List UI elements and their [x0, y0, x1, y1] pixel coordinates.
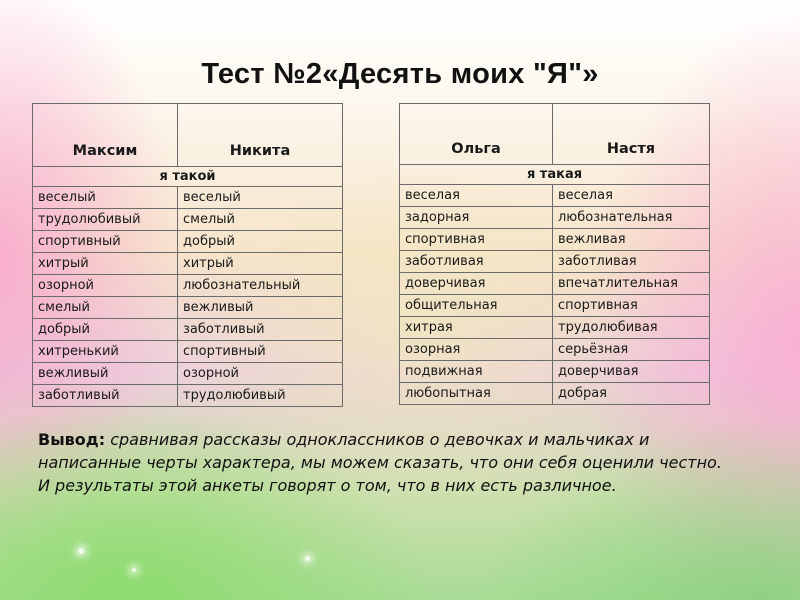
table-cell: любопытная	[400, 383, 553, 405]
table-cell: заботливая	[400, 251, 553, 273]
column-header: Никита	[178, 104, 343, 167]
table-row	[400, 361, 710, 383]
table-row	[400, 383, 710, 405]
column-header: Максим	[33, 104, 178, 167]
table-row	[400, 317, 710, 339]
table-cell: смелый	[33, 297, 178, 319]
table-cell: подвижная	[400, 361, 553, 383]
table-cell: вежливая	[553, 229, 710, 251]
table-cell: любознательный	[178, 275, 343, 297]
table-cell: трудолюбивый	[33, 209, 178, 231]
table-row	[400, 251, 710, 273]
sparkle-decoration	[305, 556, 310, 561]
table-cell: заботливый	[178, 319, 343, 341]
table-cell: трудолюбивая	[553, 317, 710, 339]
table-row	[400, 339, 710, 361]
table-row	[33, 231, 343, 253]
table-cell: спортивная	[553, 295, 710, 317]
table-cell: веселый	[33, 187, 178, 209]
table-cell: спортивная	[400, 229, 553, 251]
table-cell: добрый	[178, 231, 343, 253]
table-cell: озорная	[400, 339, 553, 361]
table-cell: серьёзная	[553, 339, 710, 361]
table-row	[400, 207, 710, 229]
conclusion-paragraph	[38, 428, 738, 497]
table-subheader: я такой	[33, 167, 343, 187]
table-row	[33, 209, 343, 231]
conclusion-text: сравнивая рассказы одноклассников о девочках и мальчиках и написанные черты характера, мы можем сказать, что они себя оценили честно. И результаты этой анкеты говорят о том, что в них есть различное.	[38, 430, 722, 495]
table-subheader: я такая	[400, 165, 710, 185]
table-cell: веселая	[553, 185, 710, 207]
table-row	[33, 363, 343, 385]
table-cell: спортивный	[178, 341, 343, 363]
table-cell: хитрая	[400, 317, 553, 339]
table-cell: хитрый	[178, 253, 343, 275]
girls-traits-table	[399, 103, 710, 405]
table-row	[33, 187, 343, 209]
table-row	[400, 185, 710, 207]
table-cell: вежливый	[33, 363, 178, 385]
table-cell: хитренький	[33, 341, 178, 363]
table-subheader-row	[33, 167, 343, 187]
table-row	[33, 297, 343, 319]
table-row	[33, 341, 343, 363]
column-header: Ольга	[400, 104, 553, 165]
table-row	[400, 229, 710, 251]
sparkle-decoration	[132, 568, 136, 572]
table-cell: озорной	[178, 363, 343, 385]
table-header-row	[33, 104, 343, 167]
table-cell: трудолюбивый	[178, 385, 343, 407]
sparkle-decoration	[78, 548, 84, 554]
table-cell: добрый	[33, 319, 178, 341]
table-cell: веселая	[400, 185, 553, 207]
table-cell: хитрый	[33, 253, 178, 275]
table-cell: добрая	[553, 383, 710, 405]
column-header: Настя	[553, 104, 710, 165]
table-cell: общительная	[400, 295, 553, 317]
table-cell: спортивный	[33, 231, 178, 253]
table-cell: задорная	[400, 207, 553, 229]
boys-traits-table	[32, 103, 343, 407]
table-row	[400, 295, 710, 317]
table-cell: доверчивая	[553, 361, 710, 383]
table-cell: смелый	[178, 209, 343, 231]
table-subheader-row	[400, 165, 710, 185]
table-header-row	[400, 104, 710, 165]
slide-title: Тест №2«Десять моих "Я"»	[201, 58, 599, 90]
table-row	[33, 319, 343, 341]
table-row	[33, 253, 343, 275]
table-row	[33, 385, 343, 407]
table-cell: веселый	[178, 187, 343, 209]
table-cell: заботливый	[33, 385, 178, 407]
table-cell: впечатлительная	[553, 273, 710, 295]
table-row	[400, 273, 710, 295]
table-cell: вежливый	[178, 297, 343, 319]
table-cell: любознательная	[553, 207, 710, 229]
table-row	[33, 275, 343, 297]
conclusion-label: Вывод:	[38, 430, 106, 449]
table-cell: доверчивая	[400, 273, 553, 295]
table-cell: озорной	[33, 275, 178, 297]
table-cell: заботливая	[553, 251, 710, 273]
